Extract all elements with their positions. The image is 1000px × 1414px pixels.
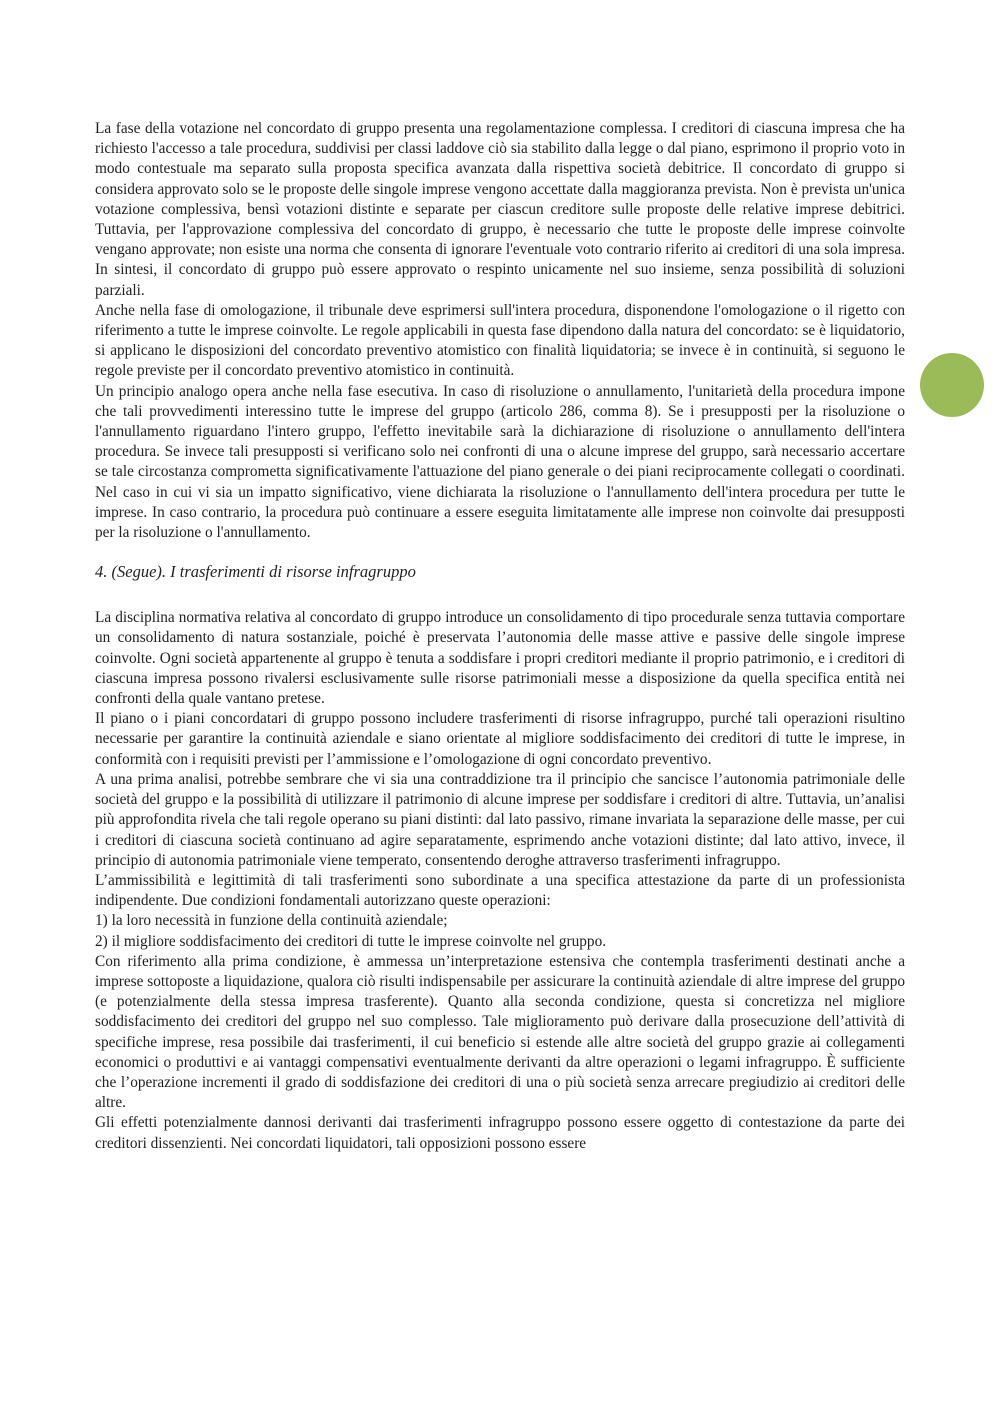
paragraph-execution-phase: Un principio analogo opera anche nella fase esecutiva. In caso di risoluzione o annullamento, l'unitarietà della procedura impone che tali provvedimenti interessino tutte le imprese del gruppo (articolo 286, comma 8). Se i presupposti per la risoluzione o l'annullamento riguardano l'intero gruppo, l'effetto inevitabile sarà la dichiarazione di risoluzione o annullamento dell'intera procedura. Se invece tali presupposti si verificano solo nei confronti di una o alcune imprese del gruppo, sarà necessario accertare se tale circostanza comprometta significativamente l'attuazione del piano generale o dei piani reciprocamente collegati o coordinati. Nel caso in cui vi sia un impatto significativo, viene dichiarata la risoluzione o l'annullamento dell'intera procedura per tutte le imprese. In caso contrario, la procedura può continuare a essere eseguita limitatamente alle imprese non coinvolte dai presupposti per la risoluzione o l'annullamento.	[95, 382, 905, 542]
paragraph-admissibility: L’ammissibilità e legittimità di tali trasferimenti sono subordinate a una specifica attestazione da parte di un professionista indipendente. Due condizioni fondamentali autorizzano queste operazioni:	[95, 871, 905, 910]
paragraph-homologation: Anche nella fase di omologazione, il tribunale deve esprimersi sull'intera procedura, disponendone l'omologazione o il rigetto con riferimento a tutte le imprese coinvolte. Le regole applicabili in questa fase dipendono dalla natura del concordato: se è liquidatorio, si applicano le disposizioni del concordato preventivo atomistico con finalità liquidatoria; se invece è in continuità, si seguono le regole previste per il concordato preventivo atomistico in continuità.	[95, 301, 905, 380]
document-body	[95, 119, 905, 1154]
section-heading: 4. (Segue). I trasferimenti di risorse infragruppo	[95, 562, 416, 582]
list-item-condition-2: 2) il migliore soddisfacimento dei creditori di tutte le imprese coinvolte nel gruppo.	[95, 932, 607, 950]
list-item-condition-1: 1) la loro necessità in funzione della continuità aziendale;	[95, 912, 448, 930]
paragraph-harmful-effects: Gli effetti potenzialmente dannosi derivanti dai trasferimenti infragruppo possono essere oggetto di contestazione da parte dei creditori dissenzienti. Nei concordati liquidatori, tali opposizioni possono essere	[95, 1114, 905, 1152]
paragraph-apparent-contradiction: A una prima analisi, potrebbe sembrare che vi sia una contraddizione tra il principio che sancisce l’autonomia patrimoniale delle società del gruppo e la possibilità di utilizzare il patrimonio di alcune imprese per soddisfare i creditori di altre. Tuttavia, un’analisi più approfondita rivela che tali regole operano su piani distinti: dal lato passivo, rimane invariata la separazione delle masse, per cui i creditori di ciascuna società continuano ad agire separatamente, esprimendo anche votazioni distinte; dal lato attivo, invece, il principio di autonomia patrimoniale viene temperato, consentendo deroghe attraverso trasferimenti infragruppo.	[95, 770, 905, 869]
paragraph-procedural-consolidation: La disciplina normativa relativa al concordato di gruppo introduce un consolidamento di tipo procedurale senza tuttavia comportare un consolidamento di natura sostanziale, poiché è preservata l’autonomia delle masse attive e passive delle singole imprese coinvolte. Ogni società appartenente al gruppo è tenuta a soddisfare i propri creditori mediante il proprio patrimonio, e i creditori di ciascuna impresa possono rivalersi esclusivamente sulle risorse patrimoniali messe a disposizione da quella specifica entità nei confronti della quale vantano pretese.	[95, 609, 905, 708]
paragraph-conditions-explained: Con riferimento alla prima condizione, è ammessa un’interpretazione estensiva che contempla trasferimenti destinati anche a imprese sottoposte a liquidazione, qualora ciò risulti indispensabile per assicurare la continuità aziendale di altre imprese del gruppo (e potenzialmente della stessa impresa trasferente). Quanto alla seconda condizione, questa si concretizza nel migliore soddisfacimento dei creditori del gruppo nel suo complesso. Tale miglioramento può derivare dalla prosecuzione dell’attività di specifiche imprese, resa possibile dai trasferimenti, il cui beneficio si estende alle altre società del gruppo grazie ai collegamenti economici o produttivi e ai vantaggi compensativi eventualmente derivanti da altre operazioni o legami infragruppo. È sufficiente che l’operazione incrementi il grado di soddisfazione dei creditori di una o più società senza arrecare pregiudizio ai creditori delle altre.	[95, 952, 905, 1112]
section-marker-circle	[920, 353, 984, 417]
paragraph-intragroup-transfers: Il piano o i piani concordatari di gruppo possono includere trasferimenti di risorse infragruppo, purché tali operazioni risultino necessarie per garantire la continuità aziendale e siano orientate al migliore soddisfacimento dei creditori di tutte le imprese, in conformità con i requisiti previsti per l’ammissione e l’omologazione di ogni concordato preventivo.	[95, 710, 905, 768]
paragraph-voting: La fase della votazione nel concordato di gruppo presenta una regolamentazione complessa. I creditori di ciascuna impresa che ha richiesto l'accesso a tale procedura, suddivisi per classi laddove ciò sia stabilito dalla legge o dal piano, esprimono il proprio voto in modo contestuale ma separato sulla proposta specifica avanzata dalla rispettiva società debitrice. Il concordato di gruppo si considera approvato solo se le proposte delle singole imprese vengono accettate dalla maggioranza prevista. Non è prevista un'unica votazione complessiva, bensì votazioni distinte e separate per ciascun creditore sulle proposte delle relative imprese debitrici. Tuttavia, per l'approvazione complessiva del concordato di gruppo, è necessario che tutte le proposte delle imprese coinvolte vengano approvate; non esiste una norma che consenta di ignorare l'eventuale voto contrario riferito ai creditori di una sola impresa. In sintesi, il concordato di gruppo può essere approvato o respinto unicamente nel suo insieme, senza possibilità di soluzioni parziali.	[95, 120, 905, 299]
